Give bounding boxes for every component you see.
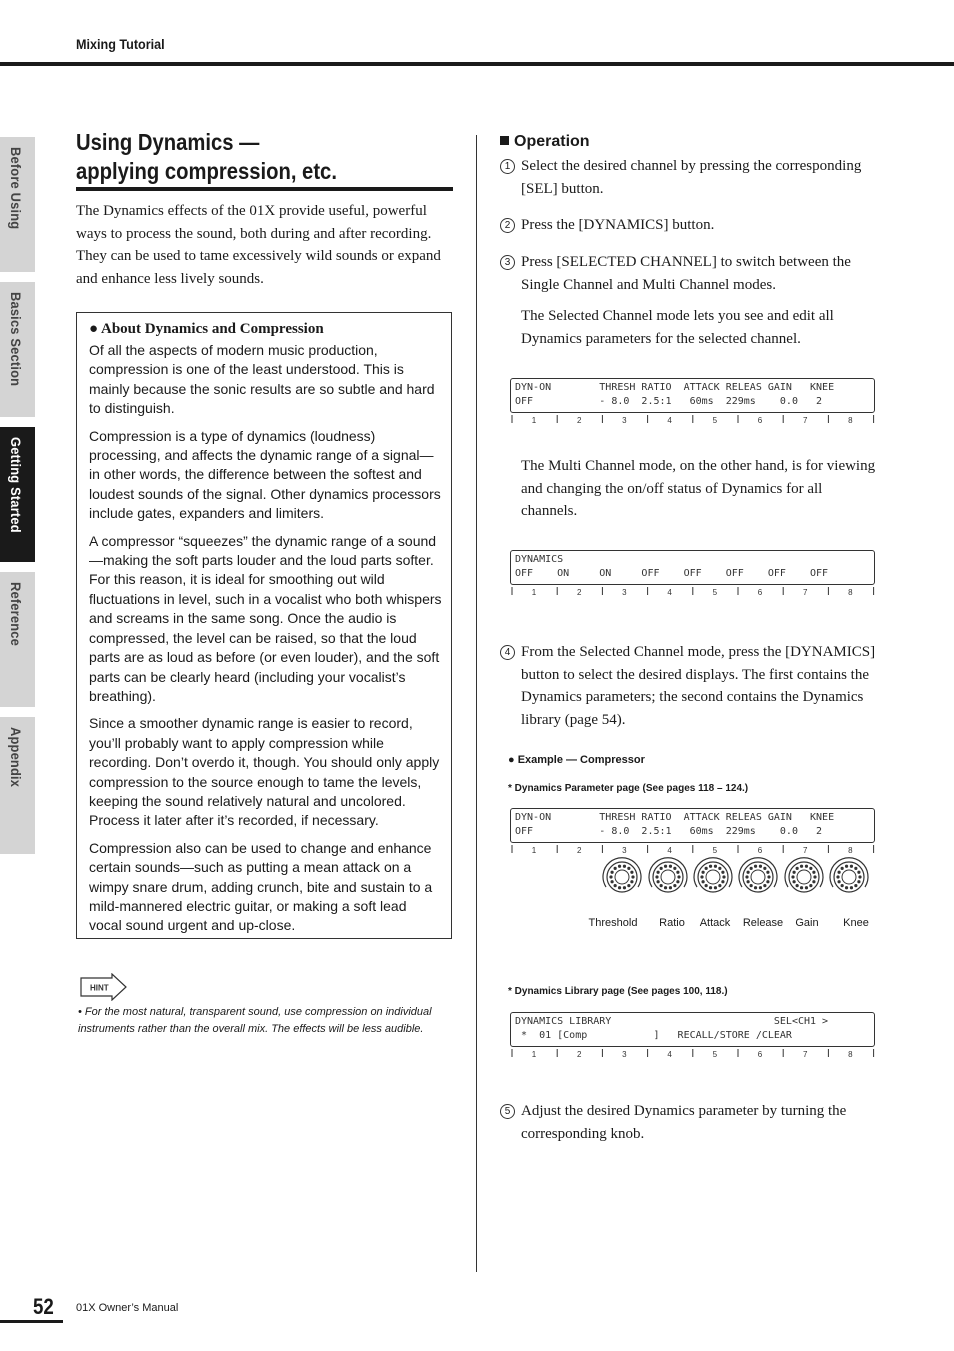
title-rule xyxy=(76,187,453,191)
channel-number: 5 xyxy=(712,1050,718,1059)
knob-label-threshold: Threshold xyxy=(588,917,638,929)
channel-number: 8 xyxy=(848,1050,853,1059)
channel-number: 8 xyxy=(848,416,853,425)
channel-number: 3 xyxy=(622,588,627,597)
about-paragraph: Compression also can be used to change and enhance certain sounds—such as putting a mean attack on a wimpy snare drum, adding crunch, bite and sustain to a mild-mannered electric guitar, or making a soft lead vocal sound urgent and up-close. xyxy=(89,839,433,934)
page-number: 52 xyxy=(33,1294,54,1319)
channel-number: 7 xyxy=(802,1050,808,1059)
about-box xyxy=(76,312,452,939)
tab-before-using[interactable] xyxy=(0,137,35,272)
channel-number: 4 xyxy=(667,588,672,597)
tab-basics-section[interactable] xyxy=(0,282,35,417)
column-divider xyxy=(476,135,477,1272)
selected-mode-note: The Selected Channel mode lets you see and edit all Dynamics parameters for the selected channel. xyxy=(521,308,834,347)
channel-tick-marks xyxy=(512,845,874,855)
operation-heading-text: Operation xyxy=(514,133,590,150)
square-bullet-icon xyxy=(500,136,509,145)
step-number-3: 3 xyxy=(500,255,515,270)
knob-label-ratio: Ratio xyxy=(659,917,685,929)
lcd-row: DYN-ON THRESH RATIO ATTACK RELEAS GAIN KNEE xyxy=(515,382,835,393)
lcd-dynamics-parameter xyxy=(510,808,875,843)
hint-note: • For the most natural, transparent sound, use compression on individual instruments rather than the overall mix. The effects will be less audible. xyxy=(78,1006,432,1035)
library-caption: * Dynamics Library page (See pages 100, 118.) xyxy=(508,986,728,997)
channel-tick-row xyxy=(510,1048,875,1060)
knob-label-knee: Knee xyxy=(843,917,869,929)
lcd-row: OFF ON ON OFF OFF OFF OFF OFF xyxy=(515,568,829,579)
step-number-5: 5 xyxy=(500,1104,515,1119)
channel-number: 5 xyxy=(712,416,718,425)
channel-tick-marks xyxy=(512,1049,874,1059)
channel-number: 4 xyxy=(667,416,672,425)
channel-number: 3 xyxy=(622,1050,627,1059)
channel-number: 2 xyxy=(576,1050,582,1059)
channel-number: 2 xyxy=(576,588,582,597)
footer-manual-title: 01X Owner’s Manual xyxy=(76,1302,179,1314)
channel-number: 6 xyxy=(757,846,763,855)
channel-number: 4 xyxy=(667,1050,672,1059)
lcd-row: OFF - 8.0 2.5:1 60ms 229ms 0.0 2 xyxy=(515,826,823,837)
channel-number: 3 xyxy=(622,846,627,855)
lcd-row: DYN-ON THRESH RATIO ATTACK RELEAS GAIN KNEE xyxy=(515,812,835,823)
intro-paragraph: The Dynamics effects of the 01X provide useful, powerful ways to process the sound, both during and after recording. They can be used to tame excessively wild sounds or expand and enhance less lively sounds. xyxy=(76,203,441,287)
tab-getting-started[interactable] xyxy=(0,427,35,562)
channel-number: 1 xyxy=(531,416,537,425)
knob-row xyxy=(600,857,872,897)
lcd-row: DYNAMICS LIBRARY SEL<CH1 > xyxy=(515,1016,829,1027)
rotary-knob-icon[interactable] xyxy=(785,858,823,892)
lcd-selected-channel xyxy=(510,378,875,413)
page-title xyxy=(76,128,410,186)
channel-number: 1 xyxy=(531,1050,537,1059)
lcd-row: DYNAMICS xyxy=(515,554,564,565)
step-1-text: Select the desired channel by pressing the corresponding [SEL] button. xyxy=(521,158,862,197)
tab-appendix[interactable] xyxy=(0,717,35,854)
header-rule xyxy=(0,62,954,66)
tab-label: Appendix xyxy=(8,727,24,788)
step-number-1: 1 xyxy=(500,159,515,174)
channel-number: 3 xyxy=(622,416,627,425)
knob-graphics xyxy=(600,857,872,897)
channel-tick-marks xyxy=(512,587,874,597)
knob-label-gain: Gain xyxy=(795,917,819,929)
channel-number: 6 xyxy=(757,1050,763,1059)
title-line-1: Using Dynamics — xyxy=(76,129,260,155)
footer-rule xyxy=(0,1320,63,1323)
channel-number: 2 xyxy=(576,416,582,425)
about-body xyxy=(89,341,443,944)
lcd-row: * 01 [Comp ] RECALL/STORE /CLEAR xyxy=(515,1030,792,1041)
channel-tick-marks xyxy=(512,415,874,425)
multi-mode-note: The Multi Channel mode, on the other hand, is for viewing and changing the on/off status of Dynamics for all channels. xyxy=(521,458,876,519)
channel-number: 4 xyxy=(667,846,672,855)
channel-number: 8 xyxy=(848,588,853,597)
rotary-knob-icon[interactable] xyxy=(603,858,641,892)
about-paragraph: Of all the aspects of modern music production, compression is one of the least understood. This is mainly because the sonic results are so subtle and hard to distinguish. xyxy=(89,342,435,417)
about-paragraph: Compression is a type of dynamics (loudness) processing, and affects the dynamic range of a signal—in other words, the difference between the softest and loudest sounds of the signal. Other dynamics processors include gates, expanders and limiters. xyxy=(89,427,441,522)
title-line-2: applying compression, etc. xyxy=(76,158,337,184)
tab-label: Before Using xyxy=(8,147,24,230)
rotary-knob-icon[interactable] xyxy=(830,858,868,892)
channel-number: 8 xyxy=(848,846,853,855)
rotary-knob-icon[interactable] xyxy=(739,858,777,892)
channel-number: 7 xyxy=(802,846,808,855)
rotary-knob-icon[interactable] xyxy=(649,858,687,892)
rotary-knob-icon[interactable] xyxy=(694,858,732,892)
hint-badge: HINT xyxy=(90,983,109,993)
channel-number: 1 xyxy=(531,588,537,597)
tab-label: Getting Started xyxy=(8,437,24,533)
example-heading: ● Example — Compressor xyxy=(508,754,645,766)
hint-icon xyxy=(80,973,128,1006)
running-header: Mixing Tutorial xyxy=(76,36,165,52)
knob-label-attack: Attack xyxy=(699,917,731,929)
channel-number: 6 xyxy=(757,588,763,597)
lcd-dynamics-library xyxy=(510,1012,875,1047)
lcd-multi-channel xyxy=(510,550,875,585)
channel-tick-row xyxy=(510,844,875,856)
about-heading: ● About Dynamics and Compression xyxy=(89,321,324,337)
tab-label: Reference xyxy=(8,582,24,646)
param-caption: * Dynamics Parameter page (See pages 118 – 124.) xyxy=(508,783,749,794)
channel-number: 7 xyxy=(802,588,808,597)
channel-tick-row xyxy=(510,586,875,598)
channel-number: 7 xyxy=(802,416,808,425)
step-number-2: 2 xyxy=(500,218,515,233)
channel-number: 6 xyxy=(757,416,763,425)
lcd-row: OFF - 8.0 2.5:1 60ms 229ms 0.0 2 xyxy=(515,396,823,407)
knob-label-release: Release xyxy=(742,917,784,929)
step-3-text: Press [SELECTED CHANNEL] to switch between the Single Channel and Multi Channel modes. xyxy=(521,254,851,293)
step-4-text: From the Selected Channel mode, press the [DYNAMICS] button to select the desired displays. The first contains the Dynamics parameters; the second contains the Dynamics library (page 54). xyxy=(521,644,876,728)
channel-number: 2 xyxy=(576,846,582,855)
step-2-text: Press the [DYNAMICS] button. xyxy=(521,217,715,233)
tab-label: Basics Section xyxy=(8,292,24,387)
about-paragraph: A compressor “squeezes” the dynamic range of a sound—making the soft parts louder and the loud parts softer. For this reason, it is ideal for smoothing out wild fluctuations in level, such in a vocalist who both whispers and screams in the same song. Once the audio is compressed, the level can be raised, so that the loud parts are as loud as before (or even louder), and the soft parts can be clearly heard (including your vocalist’s breathing). xyxy=(89,532,442,704)
tab-reference[interactable] xyxy=(0,572,35,707)
step-number-4: 4 xyxy=(500,645,515,660)
about-paragraph: Since a smoother dynamic range is easier to record, you’ll probably want to apply compression while recording. Don’t overdo it, though. You should only apply compression to the source enough to tame the levels, keeping the sound relatively natural and uncolored. Process it later after it’s recorded, if necessary. xyxy=(89,715,440,829)
operation-heading xyxy=(500,133,590,151)
channel-tick-row xyxy=(510,414,875,426)
step-5-text: Adjust the desired Dynamics parameter by turning the corresponding knob. xyxy=(521,1103,847,1142)
channel-number: 5 xyxy=(712,588,718,597)
channel-number: 1 xyxy=(531,846,537,855)
channel-number: 5 xyxy=(712,846,718,855)
